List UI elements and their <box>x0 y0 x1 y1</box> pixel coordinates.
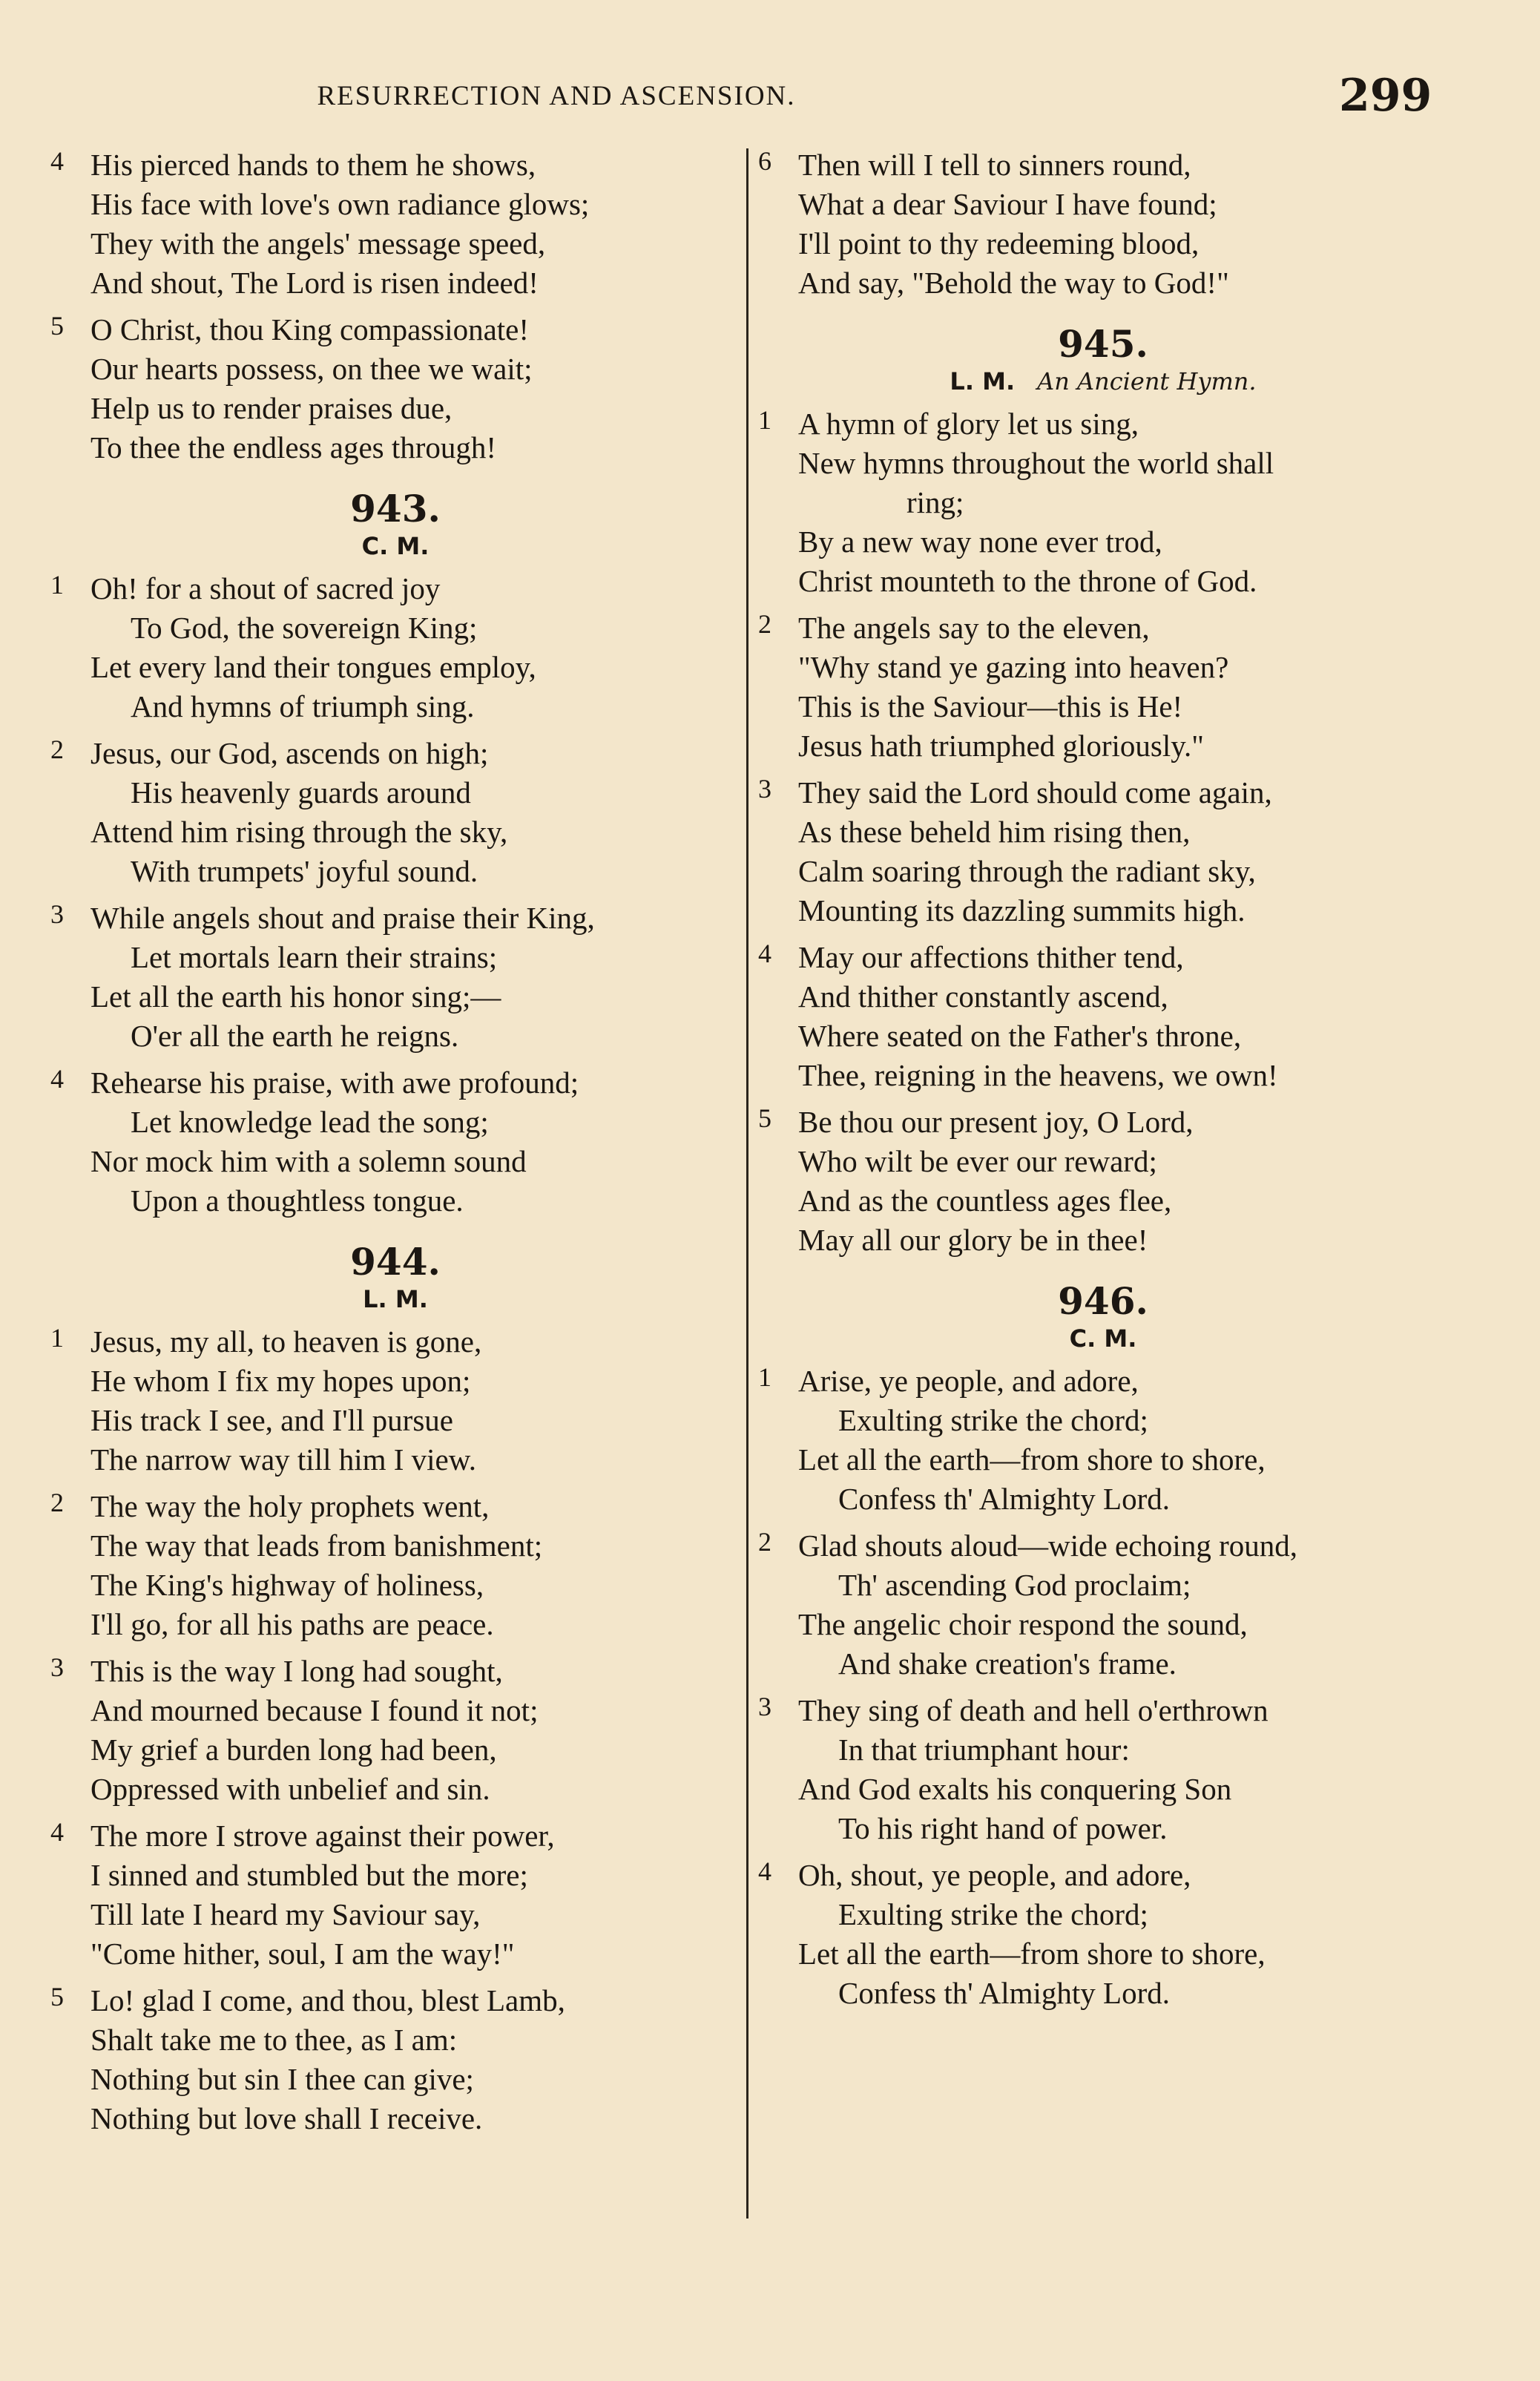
stanza <box>758 1691 1448 1848</box>
verse-line: Nor mock him with a solemn sound <box>91 1144 527 1178</box>
verse-line: They said the Lord should come again, <box>798 775 1272 809</box>
verse-line: And shout, The Lord is risen indeed! <box>91 266 539 300</box>
verse-line: Thee, reigning in the heavens, we own! <box>798 1058 1278 1092</box>
hymn-number: 945. <box>1058 322 1148 366</box>
hymn-meter <box>50 532 740 560</box>
hymn-943 <box>50 487 740 1221</box>
verse-line: Confess th' Almighty Lord. <box>838 1482 1170 1516</box>
stanza-number: 6 <box>758 146 771 176</box>
column-divider <box>746 148 748 2219</box>
verse-line: This is the Saviour—this is He! <box>798 689 1183 723</box>
verse-line: The more I strove against their power, <box>91 1819 555 1853</box>
verse-line: To his right hand of power. <box>838 1811 1168 1845</box>
left-column <box>50 145 740 2146</box>
verse-line: What a dear Saviour I have found; <box>798 187 1217 221</box>
verse-line: Let knowledge lead the song; <box>131 1105 489 1139</box>
meter-label: L. M. <box>363 1285 428 1313</box>
hymn-meter <box>758 1324 1448 1353</box>
verse-line: New hymns throughout the world shall <box>798 446 1274 480</box>
stanza <box>50 1063 740 1221</box>
verse-line: And thither constantly ascend, <box>798 979 1168 1014</box>
stanza <box>758 145 1448 303</box>
verse-line: And hymns of triumph sing. <box>131 689 475 723</box>
verse-line: May all our glory be in thee! <box>798 1223 1148 1257</box>
verse-line: As these beheld him rising then, <box>798 815 1191 849</box>
verse-line: Then will I tell to sinners round, <box>798 148 1191 182</box>
verse-line: His face with love's own radiance glows; <box>91 187 590 221</box>
verse-line: I'll go, for all his paths are peace. <box>91 1607 494 1641</box>
hymn-meter <box>50 1285 740 1313</box>
verse-line: And shake creation's frame. <box>838 1646 1177 1681</box>
hymn-stanzas <box>758 1362 1448 2013</box>
verse-line: And God exalts his conquering Son <box>798 1772 1232 1806</box>
verse-line: They with the angels' message speed, <box>91 226 546 260</box>
stanza <box>50 1487 740 1644</box>
verse-line: The way the holy prophets went, <box>91 1489 490 1523</box>
verse-line: Calm soaring through the radiant sky, <box>798 854 1256 888</box>
verse-line: Be thou our present joy, O Lord, <box>798 1105 1194 1139</box>
verse-line: This is the way I long had sought, <box>91 1654 503 1688</box>
stanza <box>758 938 1448 1095</box>
verse-line: Jesus, my all, to heaven is gone, <box>91 1324 482 1359</box>
hymn-subtitle: An Ancient Hymn. <box>1037 367 1257 395</box>
verse-line: Let all the earth his honor sing;— <box>91 979 501 1014</box>
verse-line: Mounting its dazzling summits high. <box>798 893 1246 927</box>
verse-line: Glad shouts aloud—wide echoing round, <box>798 1528 1297 1563</box>
verse-line: Upon a thoughtless tongue. <box>131 1183 464 1218</box>
hymn-number: 944. <box>350 1240 441 1284</box>
stanza <box>50 1322 740 1479</box>
verse-line: His heavenly guards around <box>131 775 471 809</box>
stanza-number: 2 <box>50 1488 64 1517</box>
stanza <box>758 1856 1448 2013</box>
verse-line: His track I see, and I'll pursue <box>91 1403 453 1437</box>
meter-label: C. M. <box>361 532 430 560</box>
verse-line: May our affections thither tend, <box>798 940 1184 974</box>
stanza <box>758 1103 1448 1260</box>
verse-line: Arise, ye people, and adore, <box>798 1364 1139 1398</box>
verse-line: Help us to render praises due, <box>91 391 453 425</box>
verse-line: Let every land their tongues employ, <box>91 650 536 684</box>
verse-line: Let all the earth—from shore to shore, <box>798 1937 1266 1971</box>
stanza <box>50 310 740 467</box>
stanza-number: 2 <box>758 609 771 639</box>
verse-line: By a new way none ever trod, <box>798 525 1162 559</box>
hymn-stanzas <box>50 1322 740 2138</box>
continued-stanzas-left <box>50 145 740 467</box>
verse-line: Exulting strike the chord; <box>838 1403 1148 1437</box>
verse-line: O'er all the earth he reigns. <box>131 1019 459 1053</box>
hymn-946 <box>758 1279 1448 2013</box>
hymn-meter <box>758 367 1448 395</box>
verse-line: While angels shout and praise their King, <box>91 901 595 935</box>
verse-line: Rehearse his praise, with awe profound; <box>91 1065 579 1100</box>
page-number: 299 <box>1339 70 1432 122</box>
verse-line: ring; <box>906 485 964 519</box>
stanza-number: 3 <box>50 1652 64 1682</box>
verse-line: Oh! for a shout of sacred joy <box>91 571 441 605</box>
stanza <box>50 734 740 891</box>
stanza-number: 1 <box>50 1323 64 1353</box>
stanza-number: 5 <box>50 1982 64 2011</box>
stanza <box>758 1526 1448 1684</box>
stanza-number: 4 <box>50 146 64 176</box>
stanza-number: 4 <box>758 1856 771 1886</box>
verse-line: Christ mounteth to the throne of God. <box>798 564 1257 598</box>
verse-line: Our hearts possess, on thee we wait; <box>91 352 533 386</box>
verse-line: Attend him rising through the sky, <box>91 815 508 849</box>
stanza-number: 4 <box>758 939 771 968</box>
stanza-number: 4 <box>50 1064 64 1094</box>
verse-line: In that triumphant hour: <box>838 1733 1130 1767</box>
verse-line: Jesus, our God, ascends on high; <box>91 736 489 770</box>
stanza-number: 3 <box>758 1692 771 1721</box>
verse-line: Shalt take me to thee, as I am: <box>91 2023 458 2057</box>
verse-line: Nothing but sin I thee can give; <box>91 2062 474 2096</box>
verse-line: And say, "Behold the way to God!" <box>798 266 1229 300</box>
hymn-stanzas <box>50 569 740 1221</box>
verse-line: To thee the endless ages through! <box>91 430 497 464</box>
stanza <box>758 404 1448 601</box>
stanza <box>50 569 740 726</box>
verse-line: Let mortals learn their strains; <box>131 940 498 974</box>
verse-line: Let all the earth—from shore to shore, <box>798 1442 1266 1477</box>
stanza <box>50 1816 740 1974</box>
verse-line: The King's highway of holiness, <box>91 1568 484 1602</box>
hymn-944 <box>50 1240 740 2138</box>
verse-line: The angels say to the eleven, <box>798 611 1150 645</box>
verse-line: Where seated on the Father's throne, <box>798 1019 1242 1053</box>
verse-line: I sinned and stumbled but the more; <box>91 1858 528 1892</box>
stanza-number: 3 <box>50 899 64 929</box>
verse-line: "Why stand ye gazing into heaven? <box>798 650 1229 684</box>
verse-line: A hymn of glory let us sing, <box>798 407 1139 441</box>
verse-line: The narrow way till him I view. <box>91 1442 476 1477</box>
verse-line: Lo! glad I come, and thou, blest Lamb, <box>91 1983 565 2017</box>
hymn-stanzas <box>758 404 1448 1260</box>
stanza-number: 1 <box>50 570 64 600</box>
stanza <box>758 773 1448 930</box>
verse-line: With trumpets' joyful sound. <box>131 854 478 888</box>
verse-line: The way that leads from banishment; <box>91 1528 543 1563</box>
verse-line: My grief a burden long had been, <box>91 1733 497 1767</box>
verse-line: Nothing but love shall I receive. <box>91 2101 483 2135</box>
hymn-945 <box>758 322 1448 1260</box>
verse-line: Th' ascending God proclaim; <box>838 1568 1191 1602</box>
stanza <box>758 608 1448 766</box>
verse-line: "Come hither, soul, I am the way!" <box>91 1937 515 1971</box>
stanza-number: 3 <box>758 774 771 804</box>
stanza-number: 2 <box>50 735 64 764</box>
verse-line: And mourned because I found it not; <box>91 1693 539 1727</box>
verse-line: Who wilt be ever our reward; <box>798 1144 1157 1178</box>
stanza <box>50 145 740 303</box>
verse-line: He whom I fix my hopes upon; <box>91 1364 471 1398</box>
verse-line: The angelic choir respond the sound, <box>798 1607 1248 1641</box>
right-column <box>758 145 1448 2020</box>
hymn-number: 946. <box>1058 1279 1148 1323</box>
meter-label: L. M. <box>950 367 1016 395</box>
verse-line: O Christ, thou King compassionate! <box>91 312 530 347</box>
verse-line: To God, the sovereign King; <box>131 611 478 645</box>
verse-line: Till late I heard my Saviour say, <box>91 1897 481 1931</box>
stanza-number: 4 <box>50 1817 64 1847</box>
verse-line: They sing of death and hell o'erthrown <box>798 1693 1268 1727</box>
verse-line: Oppressed with unbelief and sin. <box>91 1772 490 1806</box>
verse-line: Oh, shout, ye people, and adore, <box>798 1858 1191 1892</box>
verse-line: Confess th' Almighty Lord. <box>838 1976 1170 2010</box>
stanza-number: 1 <box>758 1362 771 1392</box>
stanza <box>758 1362 1448 1519</box>
running-title: RESURRECTION AND ASCENSION. <box>317 81 796 111</box>
verse-line: Jesus hath triumphed gloriously." <box>798 729 1205 763</box>
meter-label: C. M. <box>1069 1324 1137 1353</box>
verse-line: Exulting strike the chord; <box>838 1897 1148 1931</box>
continued-stanzas-right <box>758 145 1448 303</box>
stanza-number: 5 <box>50 311 64 341</box>
stanza-number: 1 <box>758 405 771 435</box>
stanza <box>50 1652 740 1809</box>
stanza-number: 2 <box>758 1527 771 1557</box>
hymn-number: 943. <box>350 487 441 531</box>
verse-line: And as the countless ages flee, <box>798 1183 1172 1218</box>
stanza <box>50 1981 740 2138</box>
stanza-number: 5 <box>758 1103 771 1133</box>
verse-line: I'll point to thy redeeming blood, <box>798 226 1200 260</box>
verse-line: His pierced hands to them he shows, <box>91 148 536 182</box>
stanza <box>50 899 740 1056</box>
